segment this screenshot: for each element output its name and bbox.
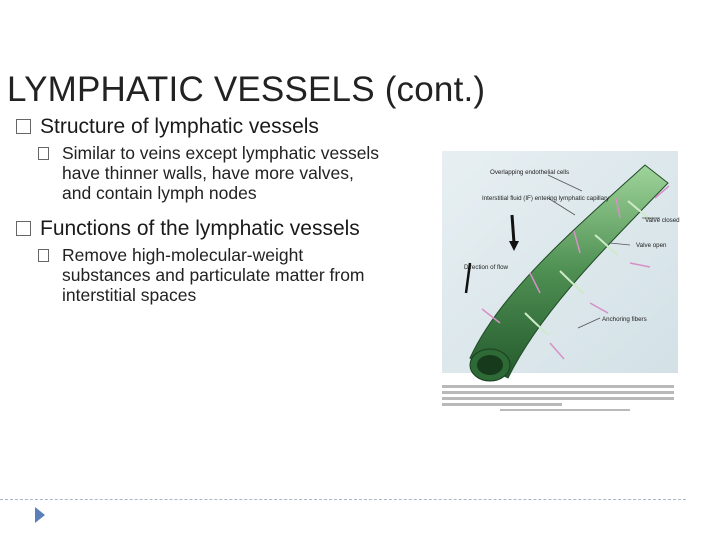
- bullet-functions: [16, 217, 386, 240]
- figure-caption-line: [500, 409, 630, 411]
- subbullet-structure-text: Similar to veins except lymphatic vessels have thinner walls, have more valves, and contain lymph nodes: [62, 143, 380, 203]
- label-anchoring-fibers: Anchoring fibers: [602, 316, 647, 323]
- label-overlapping-cells: Overlapping endothelial cells: [490, 169, 570, 176]
- figure-caption-line: [442, 397, 674, 400]
- label-direction-of-flow: Direction of flow: [464, 264, 509, 271]
- figure-caption-line: [442, 391, 674, 394]
- label-valve-open: Valve open: [636, 242, 667, 249]
- slide-title: LYMPHATIC VESSELS (cont.): [7, 70, 486, 109]
- figure-caption-line: [442, 403, 562, 406]
- bullet-list: [16, 115, 386, 319]
- bullet-structure: [16, 115, 386, 138]
- label-valve-closed: Valve closed: [645, 217, 680, 224]
- if-arrow-icon: [512, 215, 514, 243]
- bullet-structure-text: Structure of lymphatic vessels: [40, 115, 319, 138]
- figure-caption-line: [442, 385, 674, 388]
- label-if-entering: Interstitial fluid (IF) entering lymphatic capillary: [482, 195, 610, 202]
- nav-arrow-icon[interactable]: [34, 506, 46, 524]
- lymphatic-capillary-illustration: [430, 143, 680, 415]
- subbullet-structure: [38, 143, 386, 203]
- bullet-functions-text: Functions of the lymphatic vessels: [40, 217, 360, 240]
- footer-divider: [0, 499, 686, 500]
- bullet-box-icon: [16, 119, 31, 134]
- bullet-box-icon: [38, 249, 49, 262]
- subbullet-functions: [38, 245, 386, 305]
- subbullet-functions-text: Remove high-molecular-weight substances and particulate matter from interstitial spaces: [62, 245, 365, 305]
- bullet-box-icon: [38, 147, 49, 160]
- lymphatic-capillary-figure: [430, 143, 680, 415]
- bullet-box-icon: [16, 221, 31, 236]
